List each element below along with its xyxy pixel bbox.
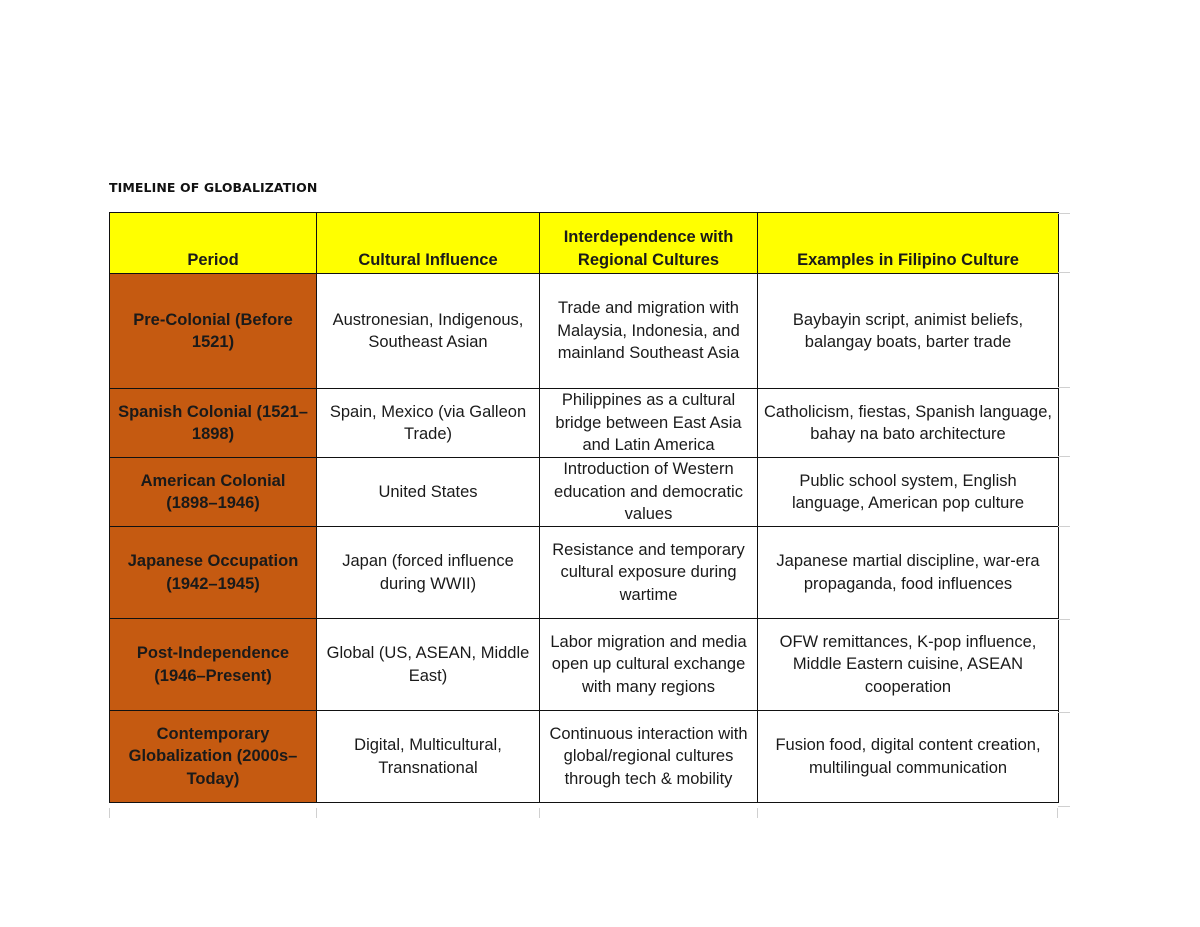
header-cultural-influence: Cultural Influence xyxy=(317,213,540,274)
gridline-stub xyxy=(109,808,110,818)
interdependence-cell: Trade and migration with Malaysia, Indonesia, and mainland Southeast Asia xyxy=(540,274,758,389)
period-cell: Pre-Colonial (Before 1521) xyxy=(110,274,317,389)
gridline-stub xyxy=(1058,712,1070,713)
influence-cell: Spain, Mexico (via Galleon Trade) xyxy=(317,389,540,458)
gridline-stub xyxy=(316,808,317,818)
period-cell: Post-Independence (1946–Present) xyxy=(110,619,317,711)
period-cell: Contemporary Globalization (2000s–Today) xyxy=(110,711,317,803)
table-row xyxy=(110,527,1059,619)
globalization-timeline-table xyxy=(109,212,1059,803)
table-row xyxy=(110,274,1059,389)
examples-cell: Japanese martial discipline, war-era propaganda, food influences xyxy=(758,527,1059,619)
influence-cell: Global (US, ASEAN, Middle East) xyxy=(317,619,540,711)
examples-cell: Public school system, English language, American pop culture xyxy=(758,458,1059,527)
period-cell: Japanese Occupation (1942–1945) xyxy=(110,527,317,619)
gridline-stub xyxy=(1057,808,1058,818)
gridline-stub xyxy=(1058,619,1070,620)
gridline-stub xyxy=(539,808,540,818)
influence-cell: United States xyxy=(317,458,540,527)
gridline-stub xyxy=(1058,387,1070,388)
examples-cell: Baybayin script, animist beliefs, balangay boats, barter trade xyxy=(758,274,1059,389)
influence-cell: Japan (forced influence during WWII) xyxy=(317,527,540,619)
table-row xyxy=(110,711,1059,803)
examples-cell: Catholicism, fiestas, Spanish language, bahay na bato architecture xyxy=(758,389,1059,458)
table-row xyxy=(110,389,1059,458)
examples-cell: Fusion food, digital content creation, multilingual communication xyxy=(758,711,1059,803)
header-examples: Examples in Filipino Culture xyxy=(758,213,1059,274)
influence-cell: Digital, Multicultural, Transnational xyxy=(317,711,540,803)
gridline-stub xyxy=(1058,272,1070,273)
period-cell: Spanish Colonial (1521–1898) xyxy=(110,389,317,458)
gridline-stub xyxy=(1058,456,1070,457)
gridline-stub xyxy=(1058,526,1070,527)
interdependence-cell: Continuous interaction with global/regional cultures through tech & mobility xyxy=(540,711,758,803)
interdependence-cell: Labor migration and media open up cultural exchange with many regions xyxy=(540,619,758,711)
influence-cell: Austronesian, Indigenous, Southeast Asian xyxy=(317,274,540,389)
interdependence-cell: Philippines as a cultural bridge between East Asia and Latin America xyxy=(540,389,758,458)
examples-cell: OFW remittances, K-pop influence, Middle Eastern cuisine, ASEAN cooperation xyxy=(758,619,1059,711)
header-period: Period xyxy=(110,213,317,274)
period-cell: American Colonial (1898–1946) xyxy=(110,458,317,527)
table-row xyxy=(110,619,1059,711)
interdependence-cell: Resistance and temporary cultural exposure during wartime xyxy=(540,527,758,619)
gridline-stub xyxy=(1058,806,1070,807)
document-title: TIMELINE OF GLOBALIZATION xyxy=(109,180,318,195)
table-row xyxy=(110,458,1059,527)
table-header-row xyxy=(110,213,1059,274)
header-interdependence: Interdependence with Regional Cultures xyxy=(540,213,758,274)
gridline-stub xyxy=(1058,213,1070,214)
gridline-stub xyxy=(757,808,758,818)
interdependence-cell: Introduction of Western education and democratic values xyxy=(540,458,758,527)
